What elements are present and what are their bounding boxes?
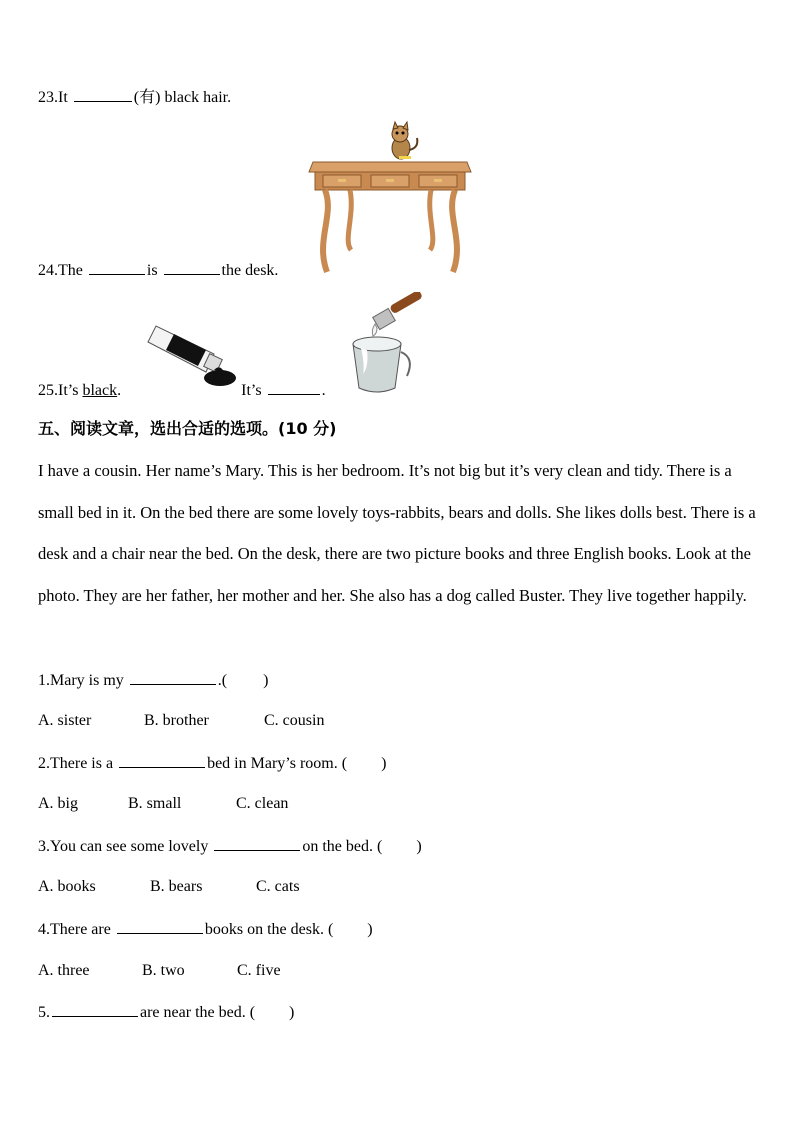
question-number: 25. xyxy=(38,382,58,399)
answer-blank[interactable] xyxy=(130,670,216,685)
reading-question-5 xyxy=(38,1002,294,1023)
answer-blank[interactable] xyxy=(268,380,320,395)
question-stem: 5. xyxy=(38,1004,50,1021)
option-b[interactable]: B. small xyxy=(128,795,182,812)
reading-question-1 xyxy=(38,670,268,691)
paren-close: ) xyxy=(381,755,387,772)
option-c[interactable]: C. clean xyxy=(236,795,289,812)
question-text: black hair. xyxy=(164,89,232,106)
answer-blank[interactable] xyxy=(214,836,300,851)
option-a[interactable]: A. books xyxy=(38,878,96,895)
reading-question-4 xyxy=(38,919,373,940)
question-stem: 3.You can see some lovely xyxy=(38,838,209,855)
option-b[interactable]: B. bears xyxy=(150,878,203,895)
option-a[interactable]: A. sister xyxy=(38,712,92,729)
answer-blank[interactable] xyxy=(52,1002,138,1017)
section-heading: 五、阅读文章，选出合适的选项。(10 分) xyxy=(38,419,337,438)
question-number: 23. xyxy=(38,89,58,106)
options-4 xyxy=(38,961,281,981)
period: . xyxy=(321,382,326,399)
underlined-word: black xyxy=(82,382,118,399)
desk-with-cat-image xyxy=(305,120,475,278)
options-2 xyxy=(38,794,288,814)
question-text: It’s xyxy=(58,382,79,399)
reading-passage: I have a cousin. Her name’s Mary. This is her bedroom. It’s not big but it’s very clean and tidy. There is a small bed in it. On the bed there are some lovely toys-rabbits, bears and dolls. She likes dolls best. There is a desk and a chair near the bed. On the desk, there are two picture books and three English books. Look at the photo. They are her father, her mother and her. She also has a dog called Buster. They live together happily. xyxy=(38,461,756,605)
question-text: the desk. xyxy=(221,262,279,279)
reading-question-3 xyxy=(38,836,422,857)
paren-close: ) xyxy=(416,838,422,855)
question-stem: 4.There are xyxy=(38,921,111,938)
option-b[interactable]: B. brother xyxy=(144,712,209,729)
question-text: The xyxy=(58,262,83,279)
question-stem: bed in Mary’s room. ( xyxy=(207,755,348,772)
option-a[interactable]: A. big xyxy=(38,795,78,812)
answer-blank[interactable] xyxy=(164,260,220,275)
question-stem: books on the desk. ( xyxy=(204,921,334,938)
answer-blank[interactable] xyxy=(89,260,145,275)
answer-blank[interactable] xyxy=(119,753,205,768)
question-number: 24. xyxy=(38,262,58,279)
question-text: is xyxy=(146,262,158,279)
options-3 xyxy=(38,877,300,897)
option-b[interactable]: B. two xyxy=(142,962,185,979)
option-c[interactable]: C. five xyxy=(237,962,281,979)
white-paint-bucket-image xyxy=(345,292,427,396)
paren-close: ) xyxy=(367,921,373,938)
option-c[interactable]: C. cousin xyxy=(264,712,325,729)
question-23 xyxy=(38,87,231,108)
hint-text: (有) xyxy=(133,89,161,106)
option-c[interactable]: C. cats xyxy=(256,878,300,895)
question-25 xyxy=(38,380,326,401)
question-stem: are near the bed. ( xyxy=(140,1004,256,1021)
option-a[interactable]: A. three xyxy=(38,962,90,979)
reading-question-2 xyxy=(38,753,386,774)
answer-blank[interactable] xyxy=(117,919,203,934)
question-text: It xyxy=(58,89,68,106)
period: . xyxy=(117,382,122,399)
question-stem: .( xyxy=(217,672,228,689)
question-stem: 2.There is a xyxy=(38,755,114,772)
paren-close: ) xyxy=(263,672,269,689)
question-text: It’s xyxy=(241,382,262,399)
question-stem: on the bed. ( xyxy=(302,838,383,855)
question-stem: 1.Mary is my xyxy=(38,672,124,689)
question-24 xyxy=(38,260,278,281)
paren-close: ) xyxy=(289,1004,295,1021)
options-1 xyxy=(38,711,324,731)
cat-icon xyxy=(392,122,417,159)
answer-blank[interactable] xyxy=(74,87,132,102)
